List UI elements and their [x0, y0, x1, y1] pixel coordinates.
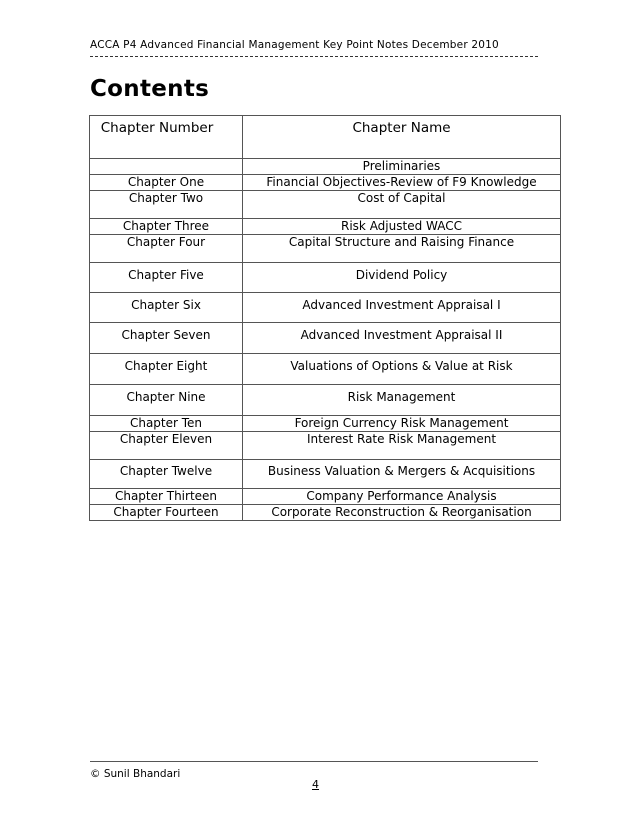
chapter-number-cell: Chapter Fourteen — [90, 505, 243, 521]
table-row — [90, 159, 561, 175]
chapter-number-cell: Chapter Eleven — [90, 432, 243, 460]
chapter-number-cell: Chapter Two — [90, 191, 243, 219]
page-number: 4 — [312, 778, 319, 791]
table-row — [90, 489, 561, 505]
chapter-name-cell: Business Valuation & Mergers & Acquisitions — [243, 460, 561, 489]
table-row — [90, 235, 561, 263]
chapter-number-cell: Chapter Seven — [90, 323, 243, 354]
chapter-name-cell: Cost of Capital — [243, 191, 561, 219]
footer-divider — [90, 761, 538, 762]
table-row — [90, 385, 561, 416]
chapter-number-cell: Chapter One — [90, 175, 243, 191]
table-row — [90, 263, 561, 293]
chapter-name-cell: Foreign Currency Risk Management — [243, 416, 561, 432]
table-row — [90, 175, 561, 191]
chapter-name-cell: Financial Objectives-Review of F9 Knowledge — [243, 175, 561, 191]
contents-table — [89, 115, 561, 521]
table-row — [90, 191, 561, 219]
chapter-name-cell: Preliminaries — [243, 159, 561, 175]
chapter-number-cell: Chapter Nine — [90, 385, 243, 416]
table-row — [90, 323, 561, 354]
chapter-number-cell — [90, 159, 243, 175]
chapter-name-cell: Risk Management — [243, 385, 561, 416]
chapter-name-cell: Company Performance Analysis — [243, 489, 561, 505]
copyright-notice: © Sunil Bhandari — [90, 768, 181, 780]
chapter-number-cell: Chapter Five — [90, 263, 243, 293]
table-row — [90, 354, 561, 385]
chapter-name-cell: Corporate Reconstruction & Reorganisation — [243, 505, 561, 521]
chapter-number-cell: Chapter Thirteen — [90, 489, 243, 505]
chapter-number-cell: Chapter Three — [90, 219, 243, 235]
column-header-chapter-number: Chapter Number — [90, 116, 243, 159]
table-header-row — [90, 116, 561, 159]
running-header: ACCA P4 Advanced Financial Management Key Point Notes December 2010 — [90, 39, 499, 51]
chapter-number-cell: Chapter Six — [90, 293, 243, 323]
chapter-name-cell: Advanced Investment Appraisal II — [243, 323, 561, 354]
table-row — [90, 432, 561, 460]
column-header-chapter-name: Chapter Name — [243, 116, 561, 159]
table-row — [90, 460, 561, 489]
table-row — [90, 416, 561, 432]
chapter-name-cell: Capital Structure and Raising Finance — [243, 235, 561, 263]
page-title: Contents — [90, 76, 210, 102]
table-row — [90, 505, 561, 521]
chapter-number-cell: Chapter Twelve — [90, 460, 243, 489]
chapter-name-cell: Interest Rate Risk Management — [243, 432, 561, 460]
chapter-number-cell: Chapter Eight — [90, 354, 243, 385]
table-row — [90, 219, 561, 235]
chapter-name-cell: Dividend Policy — [243, 263, 561, 293]
table-row — [90, 293, 561, 323]
chapter-name-cell: Advanced Investment Appraisal I — [243, 293, 561, 323]
header-divider — [90, 56, 538, 57]
chapter-number-cell: Chapter Ten — [90, 416, 243, 432]
chapter-number-cell: Chapter Four — [90, 235, 243, 263]
chapter-name-cell: Valuations of Options & Value at Risk — [243, 354, 561, 385]
chapter-name-cell: Risk Adjusted WACC — [243, 219, 561, 235]
